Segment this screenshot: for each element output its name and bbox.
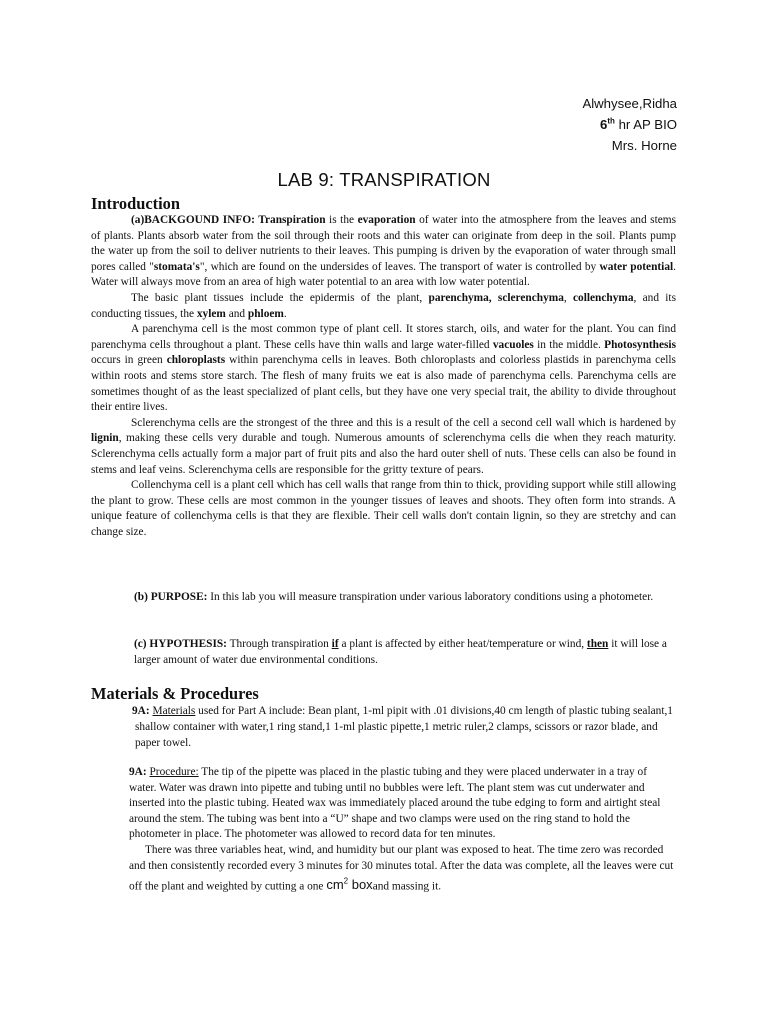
tissues-paragraph: The basic plant tissues include the epidermis of the plant, parenchyma, sclerenchyma, collenchyma, and its conducting tissues, the xylem and phloem. (91, 291, 676, 320)
introduction-heading: Introduction (91, 194, 180, 213)
parenchyma-paragraph: A parenchyma cell is the most common type of plant cell. It stores starch, oils, and water for the plant. You can find parenchyma cells throughout a plant. These cells have thin walls and large water-filled vacuoles in the middle. Photosynthesis occurs in green chloroplasts within parenchyma cells in leaves. Both chloroplasts and colorless plastids in parenchyma cells within roots and stems store starch. The flesh of many fruits we eat is also made of parenchyma cells. Parenchyma cells are sometimes thought of as the least specialized of plant cells, but they have one very special trait, the ability to divide throughout their entire lives. (91, 323, 676, 414)
student-name: Alwhysee,Ridha (582, 96, 677, 111)
header-block (582, 93, 677, 156)
collenchyma-paragraph: Collenchyma cell is a plant cell which has cell walls that range from thin to thick, providing support while still allowing the plant to grow. These cells are most common in the younger tissues of leaves and shoots. They often form into strands. A unique feature of collenchyma cells is that they are flexible. Their cell walls don't contain lignin, so they are stretchy and can change size. (91, 479, 676, 538)
variables-paragraph: There was three variables heat, wind, and humidity but our plant was exposed to heat. The time zero was recorded and then consistently recorded every 3 minutes for 30 minutes total. After the data was complete, all the leaves were cut off the plant and weighted by cutting a one $cm^2$ boxand massing it. (129, 843, 674, 893)
introduction-body (91, 213, 676, 540)
materials-paragraph: 9A: Materials used for Part A include: Bean plant, 1-ml pipit with .01 divisions,40 cm length of plastic tubing sealant,1 shallow container with water,1 ring stand,1 1-ml plastic pipette,1 metric ruler,2 clamps, scissors or razor blade, and paper towel. (132, 705, 673, 749)
materials-heading: Materials & Procedures (91, 684, 259, 703)
procedure-paragraph: 9A: Procedure: The tip of the pipette was placed in the plastic tubing and they were placed underwater in a tray of water. Water was drawn into pipette and tubing until no bubbles were left. The plant stem was cut underwater and inserted into the plastic tubing. Heated wax was immediately placed around the tube edging to form and airtight steal around the stem. The tubing was bent into a “U” shape and two clamps were used on the ring stand to hold the photometer in place. The photometer was allowed to record data for ten minutes. (129, 766, 661, 841)
hypothesis-paragraph: (c) HYPOTHESIS: Through transpiration if a plant is affected by either heat/temperature or wind, then it will lose a larger amount of water due environmental conditions. (134, 638, 667, 666)
background-paragraph: (a)BACKGOUND INFO: Transpiration is the evaporation of water into the atmosphere from the leaves and stems of plants. Plants absorb water from the soil through their roots and this water can originate from deep in the soil. Plants pump the water up from the soil to deliver nutrients to their leaves. This pumping is driven by the evaporation of water through small pores called "stomata's", which are found on the undersides of leaves. The transport of water is controlled by water potential. Water will always move from an area of high water potential to an area with low water potential. (91, 214, 677, 289)
sclerenchyma-paragraph: Sclerenchyma cells are the strongest of the three and this is a result of the cell a second cell wall which is hardened by lignin, making these cells very durable and tough. Numerous amounts of sclerenchyma cells die when they reach maturity. Sclerenchyma cells actually form a major part of fruit pits and also the hard outer shell of nuts. These cells can also be found in stems and leaf veins. Sclerenchyma cells are responsible for the gritty texture of pears. (91, 416, 676, 476)
teacher-name: Mrs. Horne (611, 138, 677, 153)
purpose-label: (b) PURPOSE: (134, 591, 208, 603)
procedure-body (129, 765, 677, 895)
page-title: LAB 9: TRANSPIRATION (277, 169, 491, 190)
hypothesis-label: (c) HYPOTHESIS: (134, 638, 227, 650)
purpose-paragraph: (b) PURPOSE: In this lab you will measure transpiration under various laboratory conditions using a photometer. (134, 591, 654, 603)
class-period: 6th hr AP BIO (600, 116, 677, 132)
materials-link: Materials (152, 705, 196, 717)
procedure-link: Procedure: (149, 766, 199, 778)
